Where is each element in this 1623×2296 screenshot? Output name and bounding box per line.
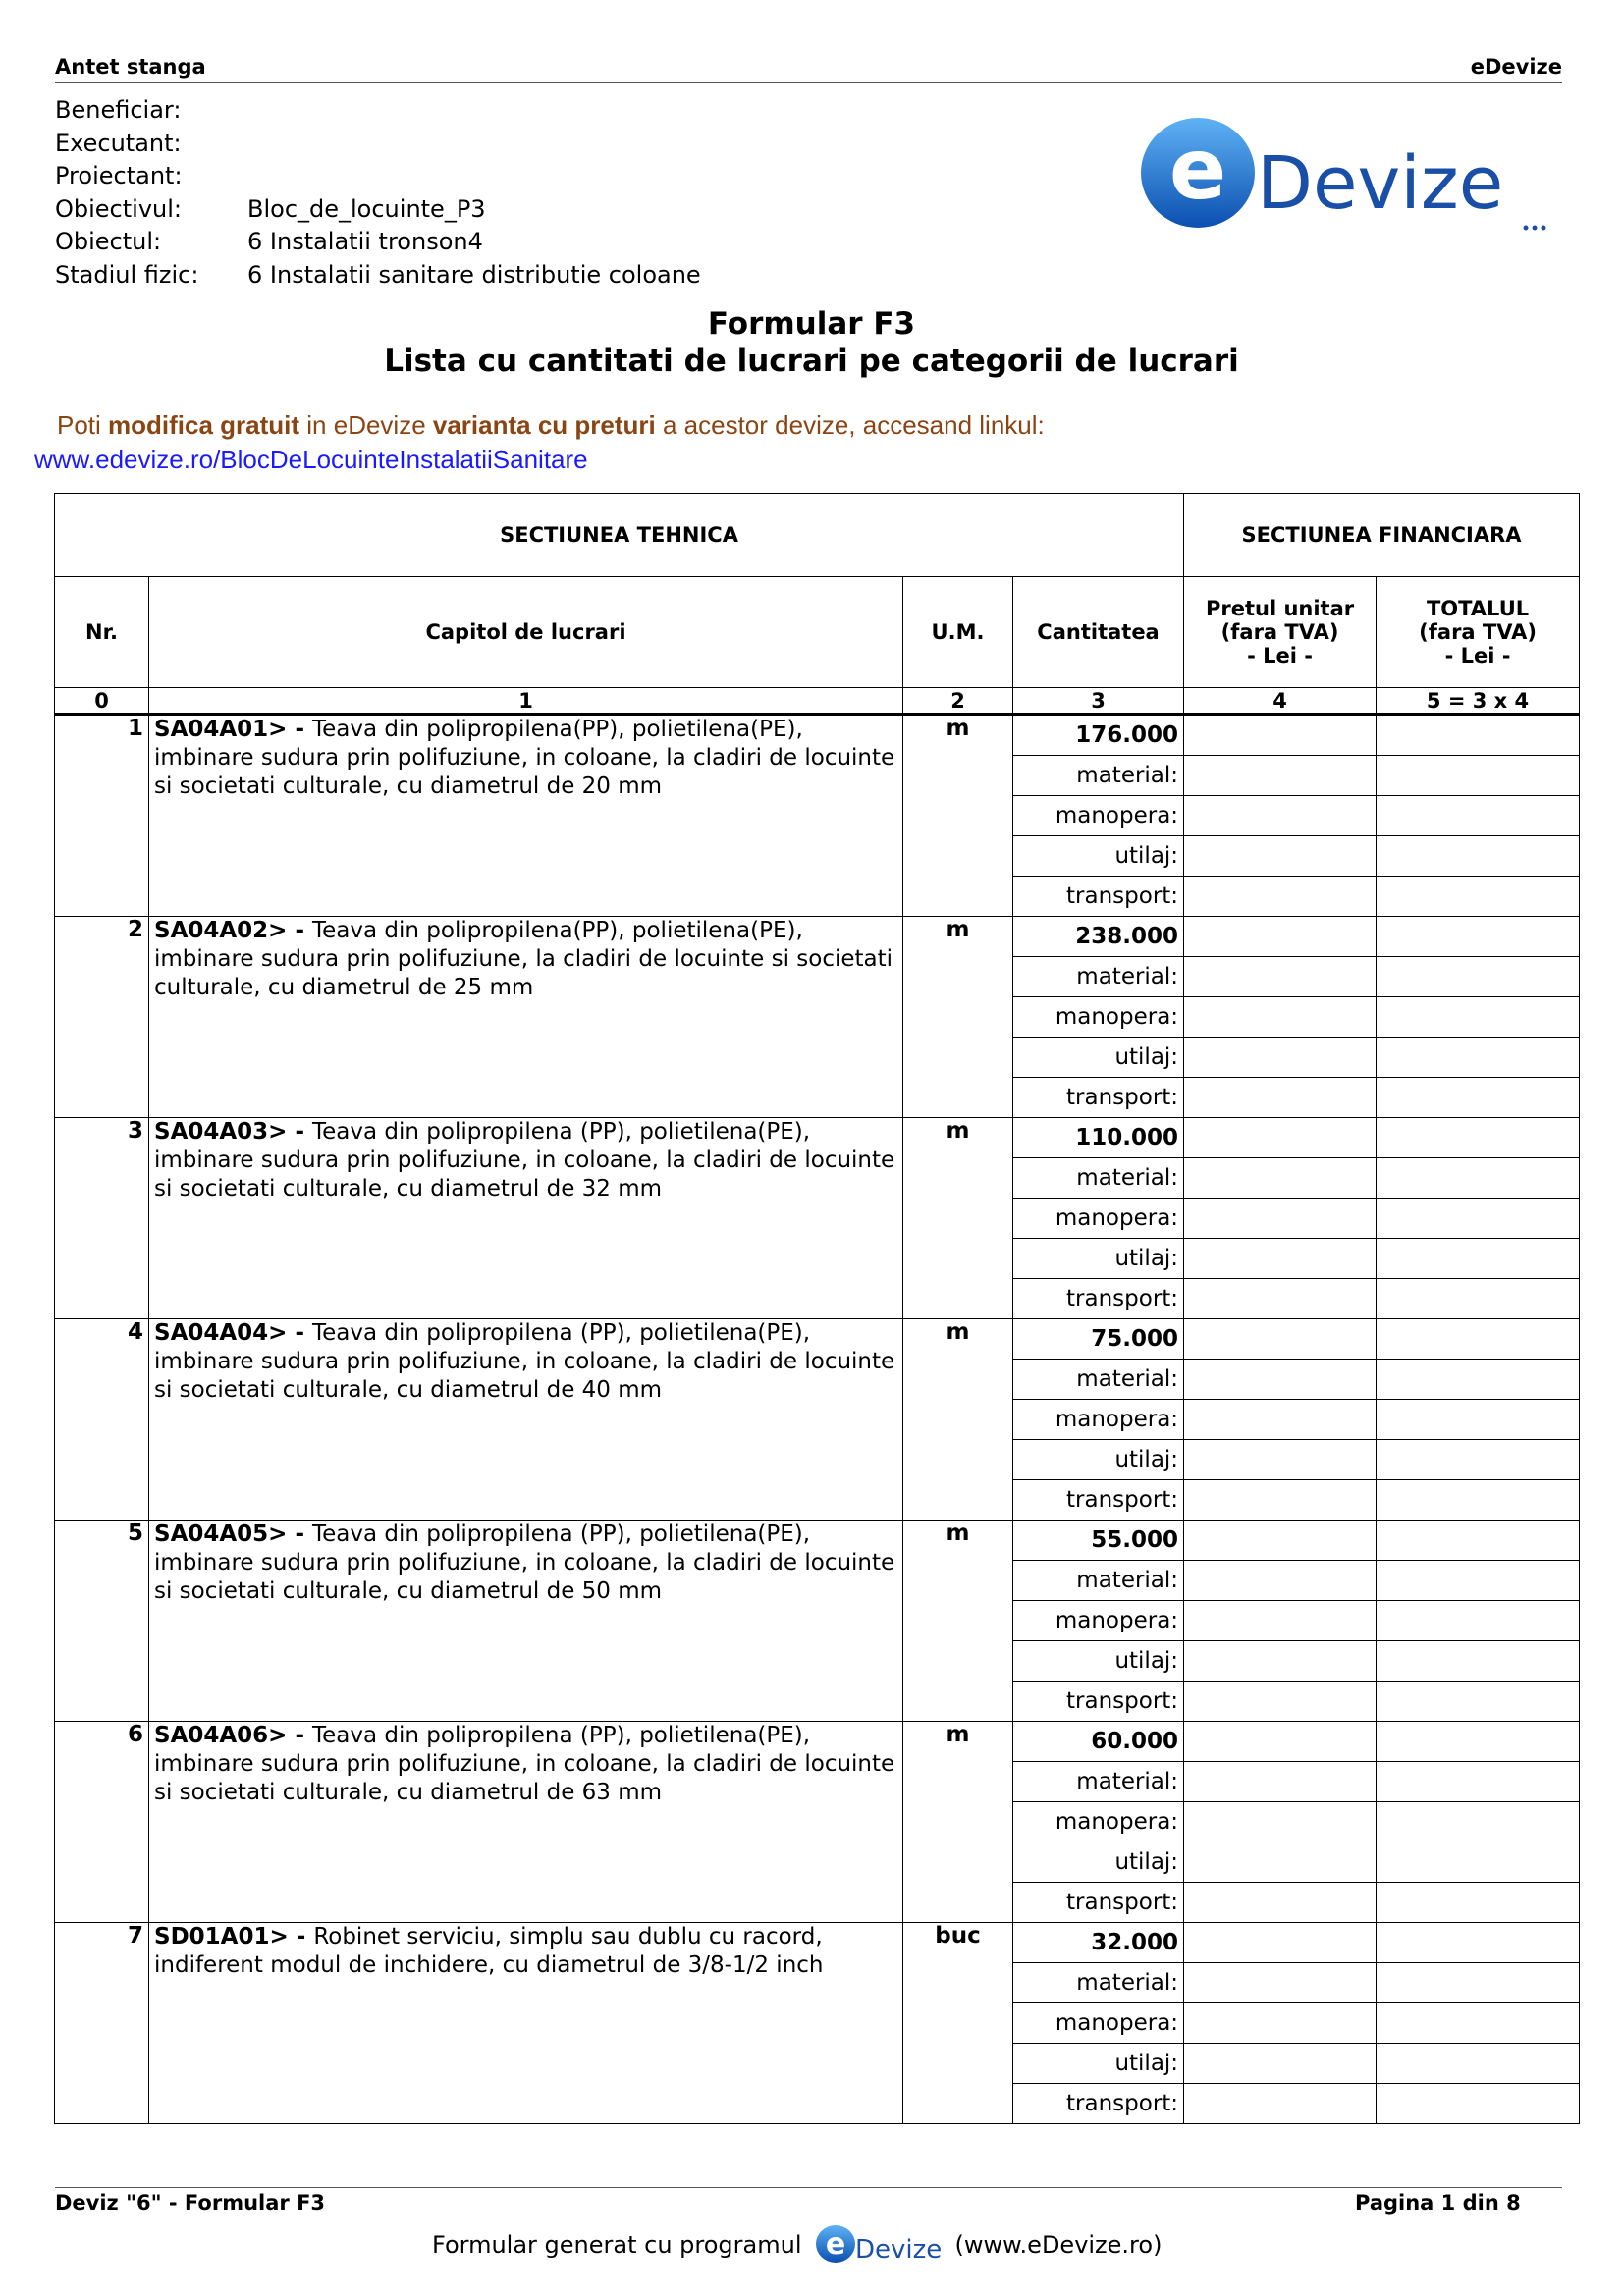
item-code: SA04A02> - [154,918,313,943]
info-row [55,160,701,193]
table-row [55,1319,1580,1360]
svg-text:Devize: Devize [1257,141,1504,226]
sub-label: manopera: [1013,1802,1184,1842]
table-row [55,715,1580,756]
item-text: Teava din polipropilena(PP), polietilena(PE), imbinare sudura prin polifuziune, la cladiri de locuinte si societati culturale, cu diametrul de 25 mm [154,918,893,1000]
item-unit-price [1184,1923,1377,1963]
svg-text:e: e [825,2227,845,2262]
item-number: 4 [55,1319,149,1521]
sub-unit-price [1184,877,1377,917]
item-description [149,1923,903,2124]
col-index: 2 [903,688,1013,715]
promo-bold: modifica gratuit [108,410,300,440]
item-description [149,1521,903,1722]
sub-total [1377,1279,1580,1319]
sub-label: utilaj: [1013,836,1184,877]
sub-unit-price [1184,1561,1377,1601]
item-total [1377,1118,1580,1158]
sub-unit-price [1184,1360,1377,1400]
table-row [55,917,1580,957]
sub-unit-price [1184,1199,1377,1239]
info-label: Obiectul: [55,228,162,255]
item-unit-price [1184,917,1377,957]
sub-unit-price [1184,1842,1377,1883]
item-description [149,715,903,917]
section-financial: SECTIUNEA FINANCIARA [1184,494,1580,577]
sub-label: utilaj: [1013,1842,1184,1883]
promo-link[interactable]: www.edevize.ro/BlocDeLocuinteInstalatiiSanitare [34,445,588,474]
item-um: buc [903,1923,1013,2124]
item-um: m [903,1521,1013,1722]
sub-unit-price [1184,1158,1377,1199]
table-row [55,1722,1580,1762]
sub-total [1377,1561,1580,1601]
sub-label: transport: [1013,1279,1184,1319]
item-um: m [903,917,1013,1118]
section-technical: SECTIUNEA TEHNICA [55,494,1184,577]
table-row [55,1521,1580,1561]
sub-unit-price [1184,997,1377,1038]
col-unit-price-line: Pretul unitar [1205,597,1355,620]
item-unit-price [1184,1722,1377,1762]
info-row [55,193,701,227]
header-left: Antet stanga [55,55,206,79]
sub-label: material: [1013,1360,1184,1400]
sub-total [1377,997,1580,1038]
works-table [54,493,1580,2124]
col-index: 5 = 3 x 4 [1377,688,1580,715]
sub-label: transport: [1013,2084,1184,2124]
svg-text:e: e [1168,121,1227,219]
sub-label: utilaj: [1013,1239,1184,1279]
footer-divider [55,2187,1562,2188]
item-code: SA04A05> - [154,1522,313,1547]
col-index: 1 [149,688,903,715]
sub-label: material: [1013,1561,1184,1601]
info-label: Stadiul fizic: [55,260,199,289]
item-quantity: 55.000 [1013,1521,1184,1561]
info-label: Proiectant: [55,162,183,189]
item-description [149,917,903,1118]
info-row [55,94,701,128]
sub-label: utilaj: [1013,2044,1184,2084]
info-row [55,128,701,161]
form-subtitle: Lista cu cantitati de lucrari pe categorii de lucrari [384,344,1239,379]
promo-text [57,410,1045,441]
sub-total [1377,1963,1580,2003]
item-code: SD01A01> - [154,1924,314,1949]
sub-total [1377,1038,1580,1078]
item-text: Teava din polipropilena (PP), polietilena(PE), imbinare sudura prin polifuziune, in coloane, la cladiri de locuinte si societati culturale, cu diametrul de 32 mm [154,1119,895,1201]
sub-label: utilaj: [1013,1440,1184,1480]
item-um: m [903,715,1013,917]
sub-total [1377,1842,1580,1883]
item-description [149,1118,903,1319]
info-row [55,226,701,259]
sub-total [1377,2003,1580,2044]
info-value: Bloc_de_locuinte_P3 [247,194,486,223]
header-right: eDevize [1470,55,1562,79]
col-unit-price [1184,577,1377,688]
item-quantity: 176.000 [1013,715,1184,756]
sub-total [1377,957,1580,997]
sub-unit-price [1184,1601,1377,1641]
item-code: SA04A04> - [154,1320,313,1346]
col-total-line: (fara TVA) [1419,620,1537,644]
sub-label: material: [1013,957,1184,997]
item-text: Teava din polipropilena (PP), polietilena(PE), imbinare sudura prin polifuziune, in coloane, la cladiri de locuinte si societati culturale, cu diametrul de 63 mm [154,1723,895,1805]
sub-unit-price [1184,1963,1377,2003]
item-unit-price [1184,1118,1377,1158]
sub-unit-price [1184,957,1377,997]
item-code: SA04A03> - [154,1119,313,1145]
sub-unit-price [1184,1641,1377,1682]
info-label: Obiectivul: [55,194,182,223]
sub-total [1377,1480,1580,1521]
sub-unit-price [1184,2003,1377,2044]
col-total [1377,577,1580,688]
col-index: 4 [1184,688,1377,715]
col-unit-price-line: - Lei - [1247,644,1313,667]
sub-total [1377,1360,1580,1400]
sub-total [1377,877,1580,917]
edevize-logo [1137,114,1565,236]
promo-part: in eDevize [299,410,433,440]
form-title: Formular F3 [707,306,916,342]
item-number: 3 [55,1118,149,1319]
item-um: m [903,1319,1013,1521]
sub-total [1377,836,1580,877]
sub-unit-price [1184,2084,1377,2124]
sub-label: manopera: [1013,2003,1184,2044]
footer-left: Deviz "6" - Formular F3 [55,2191,326,2215]
footer-gen-prefix: Formular generat cu programul [432,2231,802,2259]
sub-unit-price [1184,836,1377,877]
item-quantity: 60.000 [1013,1722,1184,1762]
item-quantity: 75.000 [1013,1319,1184,1360]
footer-gen-suffix: (www.eDevize.ro) [954,2231,1163,2259]
col-total-line: TOTALUL [1426,597,1530,620]
item-unit-price [1184,1319,1377,1360]
sub-label: utilaj: [1013,1641,1184,1682]
sub-total [1377,756,1580,796]
sub-label: material: [1013,1762,1184,1802]
col-nr: Nr. [55,577,149,688]
sub-total [1377,1400,1580,1440]
item-total [1377,1319,1580,1360]
sub-unit-price [1184,1279,1377,1319]
item-description [149,1722,903,1923]
edevize-small-logo [814,2222,944,2268]
item-quantity: 110.000 [1013,1118,1184,1158]
table-row [55,1923,1580,1963]
sub-total [1377,1158,1580,1199]
info-value: 6 Instalatii sanitare distributie coloane [247,260,701,289]
sub-label: manopera: [1013,1199,1184,1239]
item-text: Teava din polipropilena (PP), polietilena(PE), imbinare sudura prin polifuziune, in coloane, la cladiri de locuinte si societati culturale, cu diametrul de 40 mm [154,1320,895,1403]
sub-unit-price [1184,2044,1377,2084]
sub-total [1377,1440,1580,1480]
item-code: SA04A01> - [154,717,313,742]
sub-label: transport: [1013,1682,1184,1722]
item-quantity: 238.000 [1013,917,1184,957]
items-body [55,715,1580,2124]
item-total [1377,715,1580,756]
sub-total [1377,1239,1580,1279]
sub-unit-price [1184,1682,1377,1722]
col-quantity: Cantitatea [1013,577,1184,688]
promo-part: Poti [57,410,109,440]
item-unit-price [1184,1521,1377,1561]
sub-total [1377,1802,1580,1842]
info-label: Beneficiar: [55,96,182,124]
project-info [55,94,701,292]
sub-total [1377,2084,1580,2124]
sub-total [1377,2044,1580,2084]
item-number: 6 [55,1722,149,1923]
sub-total [1377,1601,1580,1641]
col-unit-price-line: (fara TVA) [1220,620,1339,644]
sub-unit-price [1184,1038,1377,1078]
sub-unit-price [1184,1400,1377,1440]
sub-total [1377,1682,1580,1722]
info-value: 6 Instalatii tronson4 [247,228,483,255]
item-total [1377,1722,1580,1762]
sub-unit-price [1184,1883,1377,1923]
item-unit-price [1184,715,1377,756]
col-index: 3 [1013,688,1184,715]
sub-unit-price [1184,796,1377,836]
item-quantity: 32.000 [1013,1923,1184,1963]
item-total [1377,917,1580,957]
sub-unit-price [1184,756,1377,796]
sub-label: material: [1013,1963,1184,2003]
sub-unit-price [1184,1239,1377,1279]
item-total [1377,1923,1580,1963]
item-number: 2 [55,917,149,1118]
footer-page: Pagina 1 din 8 [1355,2191,1521,2215]
header-divider [55,82,1562,83]
item-um: m [903,1722,1013,1923]
col-chapter: Capitol de lucrari [149,577,903,688]
col-index: 0 [55,688,149,715]
col-um: U.M. [903,577,1013,688]
sub-label: utilaj: [1013,1038,1184,1078]
item-text: Robinet serviciu, simplu sau dublu cu racord, indiferent modul de inchidere, cu diametrul de 3/8-1/2 inch [154,1924,824,1978]
sub-label: manopera: [1013,1601,1184,1641]
sub-total [1377,1641,1580,1682]
item-total [1377,1521,1580,1561]
sub-unit-price [1184,1762,1377,1802]
sub-label: manopera: [1013,997,1184,1038]
sub-label: transport: [1013,1883,1184,1923]
sub-total [1377,1078,1580,1118]
sub-unit-price [1184,1078,1377,1118]
sub-unit-price [1184,1480,1377,1521]
sub-unit-price [1184,1440,1377,1480]
sub-total [1377,1762,1580,1802]
sub-label: material: [1013,756,1184,796]
item-um: m [903,1118,1013,1319]
sub-label: transport: [1013,1480,1184,1521]
col-total-line: - Lei - [1444,644,1511,667]
svg-text:Devize: Devize [854,2235,942,2265]
info-row [55,259,701,293]
sub-label: manopera: [1013,1400,1184,1440]
sub-label: material: [1013,1158,1184,1199]
table-row [55,1118,1580,1158]
item-text: Teava din polipropilena (PP), polietilena(PE), imbinare sudura prin polifuziune, in coloane, la cladiri de locuinte si societati culturale, cu diametrul de 50 mm [154,1522,895,1604]
item-number: 5 [55,1521,149,1722]
info-label: Executant: [55,129,182,157]
item-number: 1 [55,715,149,917]
footer-generated [432,2222,1162,2268]
sub-label: transport: [1013,877,1184,917]
promo-bold: varianta cu preturi [432,410,656,440]
promo-part: a acestor devize, accesand linkul: [655,410,1045,440]
item-description [149,1319,903,1521]
sub-label: manopera: [1013,796,1184,836]
sub-total [1377,1883,1580,1923]
item-code: SA04A06> - [154,1723,313,1748]
item-text: Teava din polipropilena(PP), polietilena(PE), imbinare sudura prin polifuziune, in coloane, la cladiri de locuinte si societati culturale, cu diametrul de 20 mm [154,717,895,799]
sub-label: transport: [1013,1078,1184,1118]
sub-total [1377,796,1580,836]
item-number: 7 [55,1923,149,2124]
sub-total [1377,1199,1580,1239]
sub-unit-price [1184,1802,1377,1842]
